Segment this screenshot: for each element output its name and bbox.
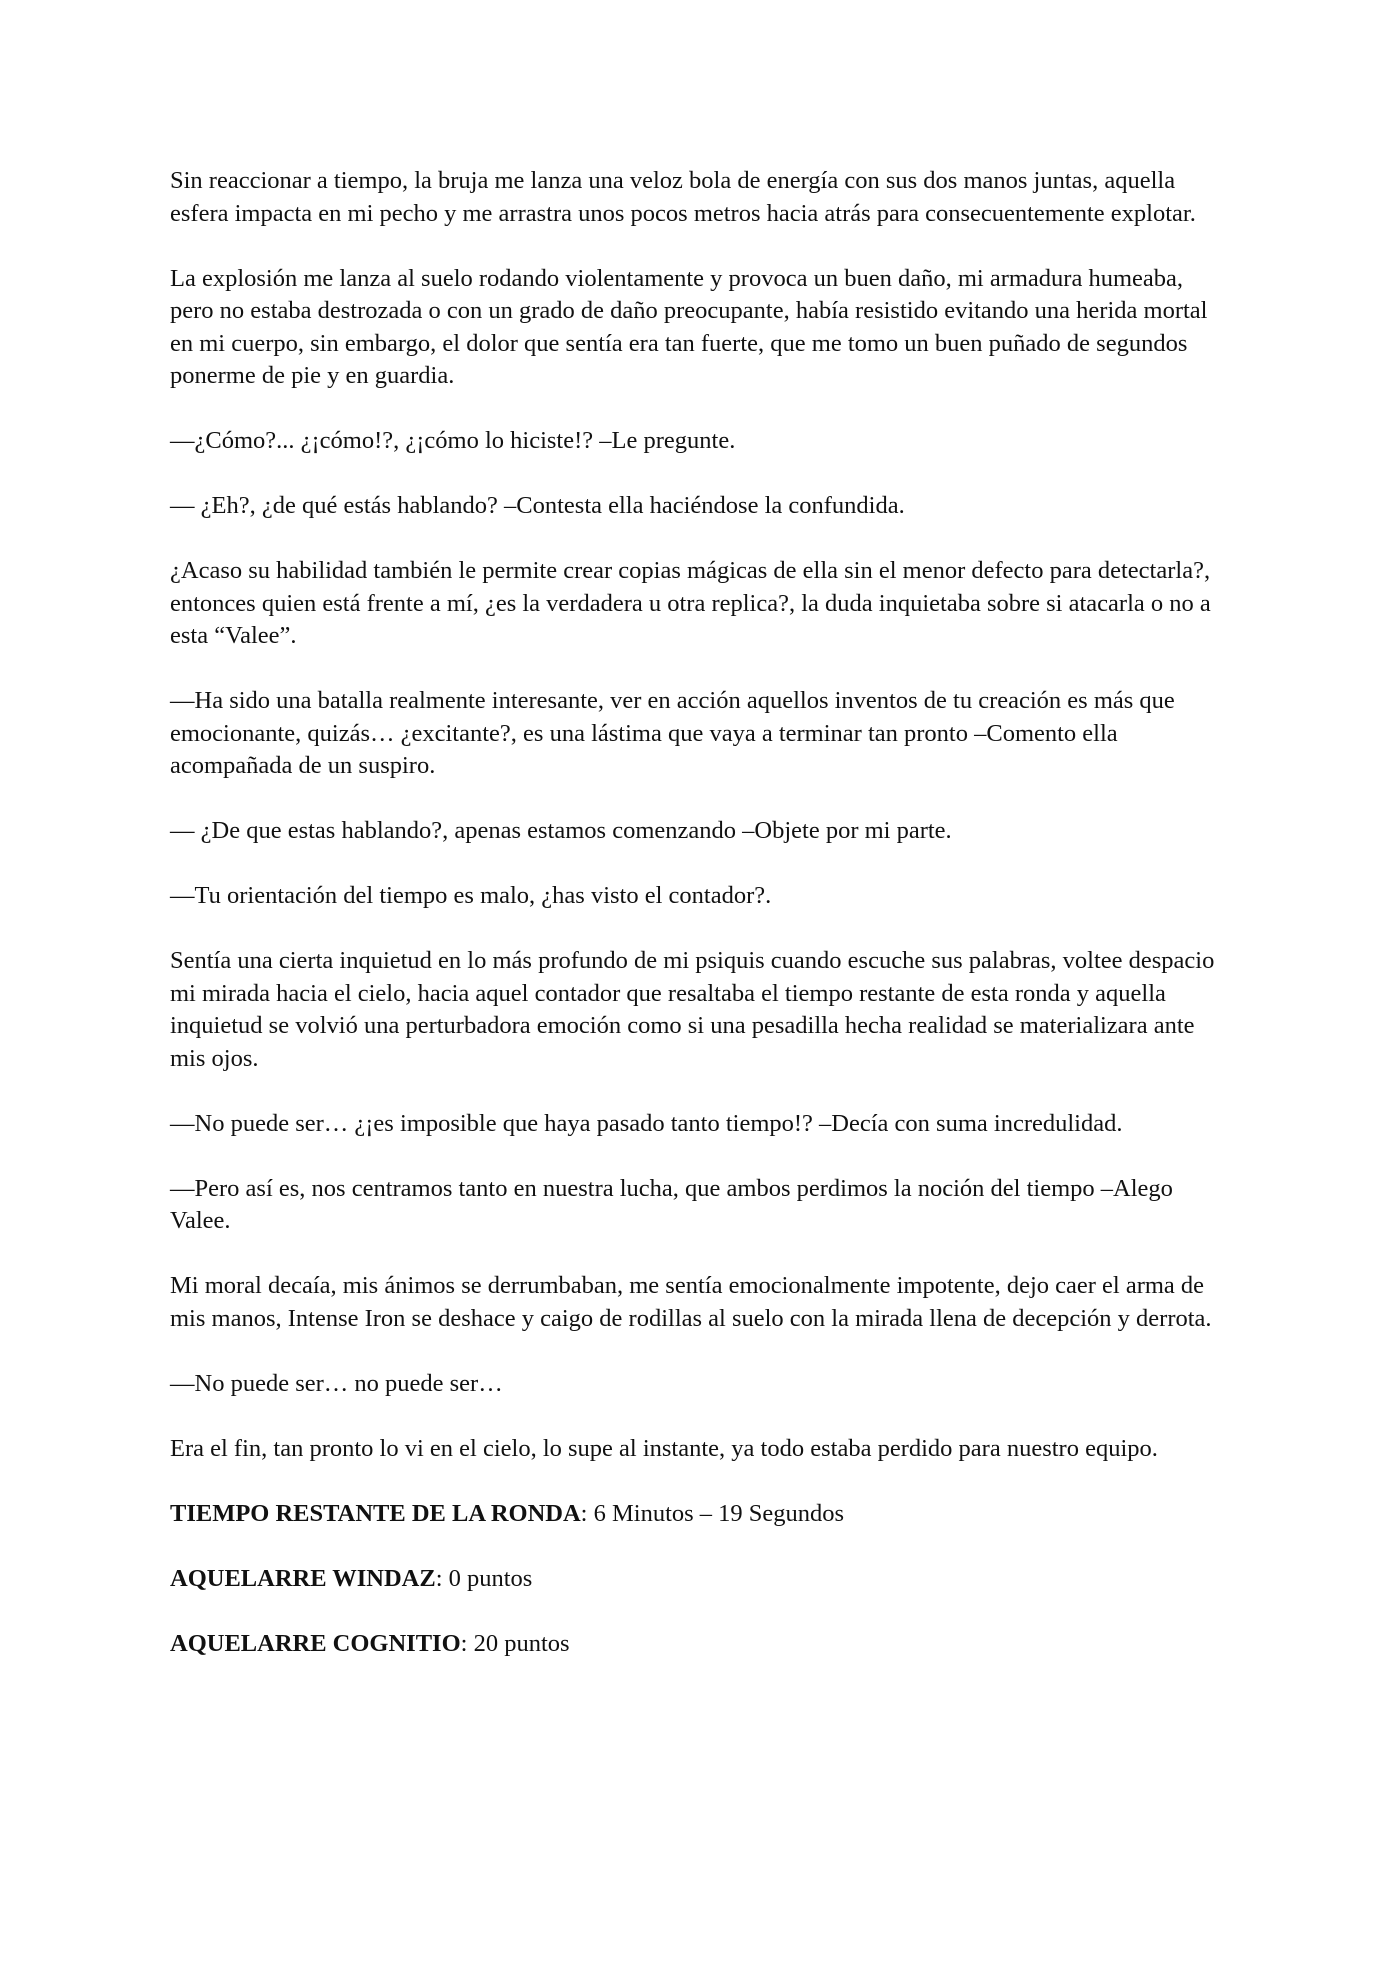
windaz-score-value: 0 puntos — [448, 1564, 533, 1592]
document-page — [170, 165, 1230, 1693]
round-time-label: TIEMPO RESTANTE DE LA RONDA — [170, 1499, 581, 1527]
dialogue-8: —No puede ser… no puede ser… — [170, 1369, 503, 1397]
dialogue-6: —No puede ser… ¿¡es imposible que haya pasado tanto tiempo!? –Decía con suma incredulidad. — [170, 1109, 1123, 1137]
paragraph-1: Sin reaccionar a tiempo, la bruja me lanza una veloz bola de energía con sus dos manos juntas, aquella esfera impacta en mi pecho y me arrastra unos pocos metros hacia atrás para consecuentemente explotar. — [170, 167, 1196, 227]
paragraph-2: La explosión me lanza al suelo rodando violentamente y provoca un buen daño, mi armadura humeaba, pero no estaba destrozada o con un grado de daño preocupante, había resistido evitando una herida mortal en mi cuerpo, sin embargo, el dolor que sentía era tan fuerte, que me tomo un buen puñado de segundos ponerme de pie y en guardia. — [170, 264, 1208, 389]
cognitio-score-stat: AQUELARRE COGNITIO: 20 puntos — [170, 1629, 570, 1657]
windaz-score-label: AQUELARRE WINDAZ — [170, 1564, 436, 1592]
round-time-value: 6 Minutos – 19 Segundos — [593, 1499, 845, 1527]
windaz-score-stat: AQUELARRE WINDAZ: 0 puntos — [170, 1564, 533, 1592]
dialogue-7: —Pero así es, nos centramos tanto en nuestra lucha, que ambos perdimos la noción del tiempo –Alego Valee. — [170, 1174, 1173, 1234]
dialogue-1: —¿Cómo?... ¿¡cómo!?, ¿¡cómo lo hiciste!? –Le pregunte. — [170, 427, 736, 454]
paragraph-5: Mi moral decaía, mis ánimos se derrumbaban, me sentía emocionalmente impotente, dejo caer el arma de mis manos, Intense Iron se deshace y caigo de rodillas al suelo con la mirada llena de decepción y derrota. — [170, 1272, 1212, 1332]
paragraph-4: Sentía una cierta inquietud en lo más profundo de mi psiquis cuando escuche sus palabras, voltee despacio mi mirada hacia el cielo, hacia aquel contador que resaltaba el tiempo restante de esta ronda y aquella inquietud se volvió una perturbadora emoción como si una pesadilla hecha realidad se materializara ante mis ojos. — [170, 947, 1215, 1072]
cognitio-score-label: AQUELARRE COGNITIO — [170, 1629, 461, 1657]
paragraph-6: Era el fin, tan pronto lo vi en el cielo, lo supe al instante, ya todo estaba perdido para nuestro equipo. — [170, 1434, 1158, 1462]
cognitio-score-value: 20 puntos — [473, 1629, 570, 1657]
round-time-stat: TIEMPO RESTANTE DE LA RONDA: 6 Minutos – 19 Segundos — [170, 1499, 845, 1527]
dialogue-4: — ¿De que estas hablando?, apenas estamos comenzando –Objete por mi parte. — [170, 817, 952, 844]
dialogue-2: — ¿Eh?, ¿de qué estás hablando? –Contesta ella haciéndose la confundida. — [170, 492, 905, 519]
dialogue-3: —Ha sido una batalla realmente interesante, ver en acción aquellos inventos de tu creación es más que emocionante, quizás… ¿excitante?, es una lástima que vaya a terminar tan pronto –Comento ella acompañada de un suspiro. — [170, 687, 1175, 779]
dialogue-5: —Tu orientación del tiempo es malo, ¿has visto el contador?. — [170, 882, 772, 909]
paragraph-3: ¿Acaso su habilidad también le permite crear copias mágicas de ella sin el menor defecto para detectarla?, entonces quien está frente a mí, ¿es la verdadera u otra replica?, la duda inquietaba sobre si atacarla o no a esta “Valee”. — [170, 557, 1211, 649]
